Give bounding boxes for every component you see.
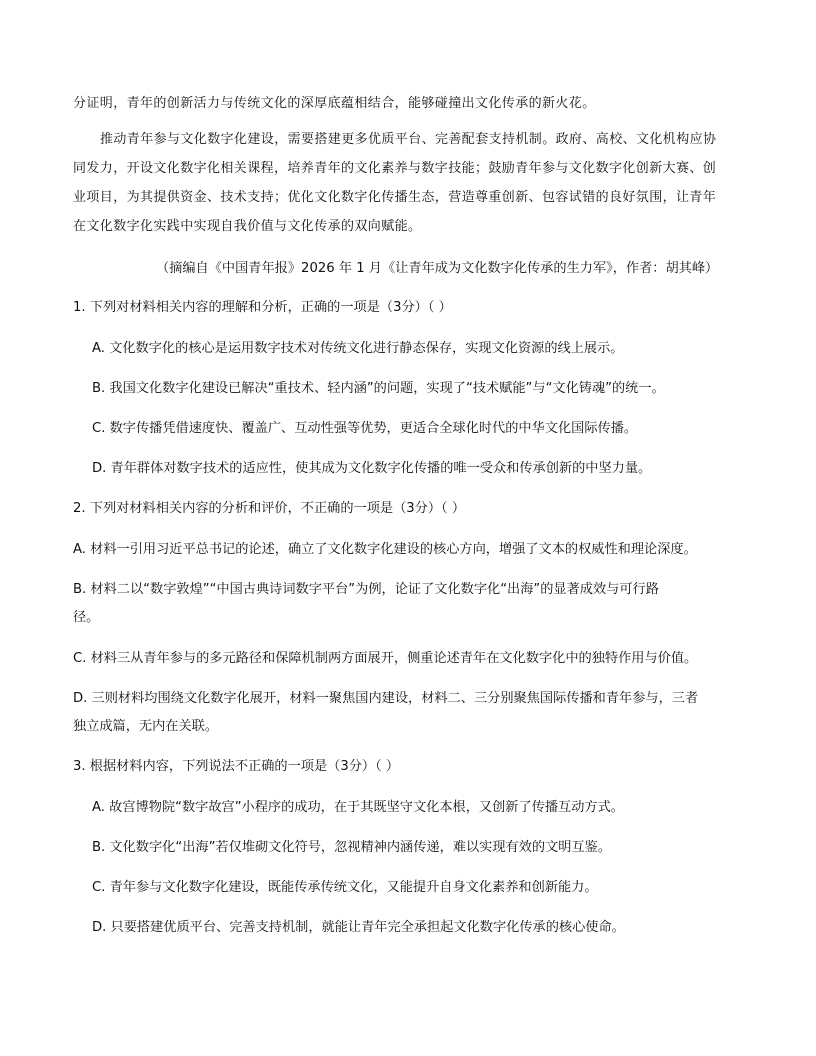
question-1-stem: 1. 下列对材料相关内容的理解和分析，正确的一项是（3分）（ ） [73, 300, 452, 315]
question-3-stem: 3. 根据材料内容，下列说法不正确的一项是（3分）（ ） [73, 759, 400, 774]
question-1-option-a: A. 文化数字化的核心是运用数字技术对传统文化进行静态保存，实现文化资源的线上展示。 [92, 341, 624, 356]
question-1-option-b: B. 我国文化数字化建设已解决“重技术、轻内涵”的问题，实现了“技术赋能”与“文化铸魂”的统一。 [92, 381, 665, 396]
question-3-option-c: C. 青年参与文化数字化建设，既能传承传统文化，又能提升自身文化素养和创新能力。 [92, 880, 598, 895]
question-1-option-c: C. 数字传播凭借速度快、覆盖广、互动性强等优势，更适合全球化时代的中华文化国际传播。 [92, 421, 638, 436]
question-2-option-d-cont: 独立成篇，无内在关联。 [73, 719, 219, 734]
question-1-option-d: D. 青年群体对数字技术的适应性，使其成为文化数字化传播的唯一受众和传承创新的中坚力量。 [92, 461, 652, 476]
passage-source: （摘编自《中国青年报》2026 年 1 月《让青年成为文化数字化传承的生力军》，作者：胡其峰） [156, 261, 719, 276]
passage-continuation-line: 分证明，青年的创新活力与传统文化的深厚底蕴相结合，能够碰撞出文化传承的新火花。 [73, 96, 596, 111]
question-3-option-b: B. 文化数字化“出海”若仅堆砌文化符号，忽视精神内涵传递，难以实现有效的文明互鉴。 [92, 840, 612, 855]
passage-para2-line-3: 业项目，为其提供资金、技术支持；优化文化数字化传播生态，营造尊重创新、包容试错的良好氛围，让青年 [73, 190, 717, 205]
question-2-option-b: B. 材料二以“数字敦煌”“中国古典诗词数字平台”为例，论证了文化数字化“出海”的显著成效与可行路 [73, 582, 659, 597]
passage-para2-line-4: 在文化数字化实践中实现自我价值与文化传承的双向赋能。 [73, 219, 422, 234]
question-2-stem: 2. 下列对材料相关内容的分析和评价，不正确的一项是（3分）（ ） [73, 501, 466, 516]
passage-para2-line-2: 同发力，开设文化数字化相关课程，培养青年的文化素养与数字技能；鼓励青年参与文化数字化创新大赛、创 [73, 161, 717, 176]
question-3-option-a: A. 故宫博物院“数字故宫”小程序的成功，在于其既坚守文化本根，又创新了传播互动方式。 [92, 800, 624, 815]
question-2-option-a: A. 材料一引用习近平总书记的论述，确立了文化数字化建设的核心方向，增强了文本的权威性和理论深度。 [73, 542, 697, 557]
question-2-option-c: C. 材料三从青年参与的多元路径和保障机制两方面展开，侧重论述青年在文化数字化中的独特作用与价值。 [73, 651, 698, 666]
passage-para2-line-1: 推动青年参与文化数字化建设，需要搭建更多优质平台、完善配套支持机制。政府、高校、文化机构应协 [100, 132, 717, 147]
question-2-option-b-cont: 径。 [73, 610, 100, 625]
question-3-option-d: D. 只要搭建优质平台、完善支持机制，就能让青年完全承担起文化数字化传承的核心使命。 [92, 920, 625, 935]
question-2-option-d: D. 三则材料均围绕文化数字化展开，材料一聚焦国内建设，材料二、三分别聚焦国际传播和青年参与，三者 [73, 691, 699, 706]
